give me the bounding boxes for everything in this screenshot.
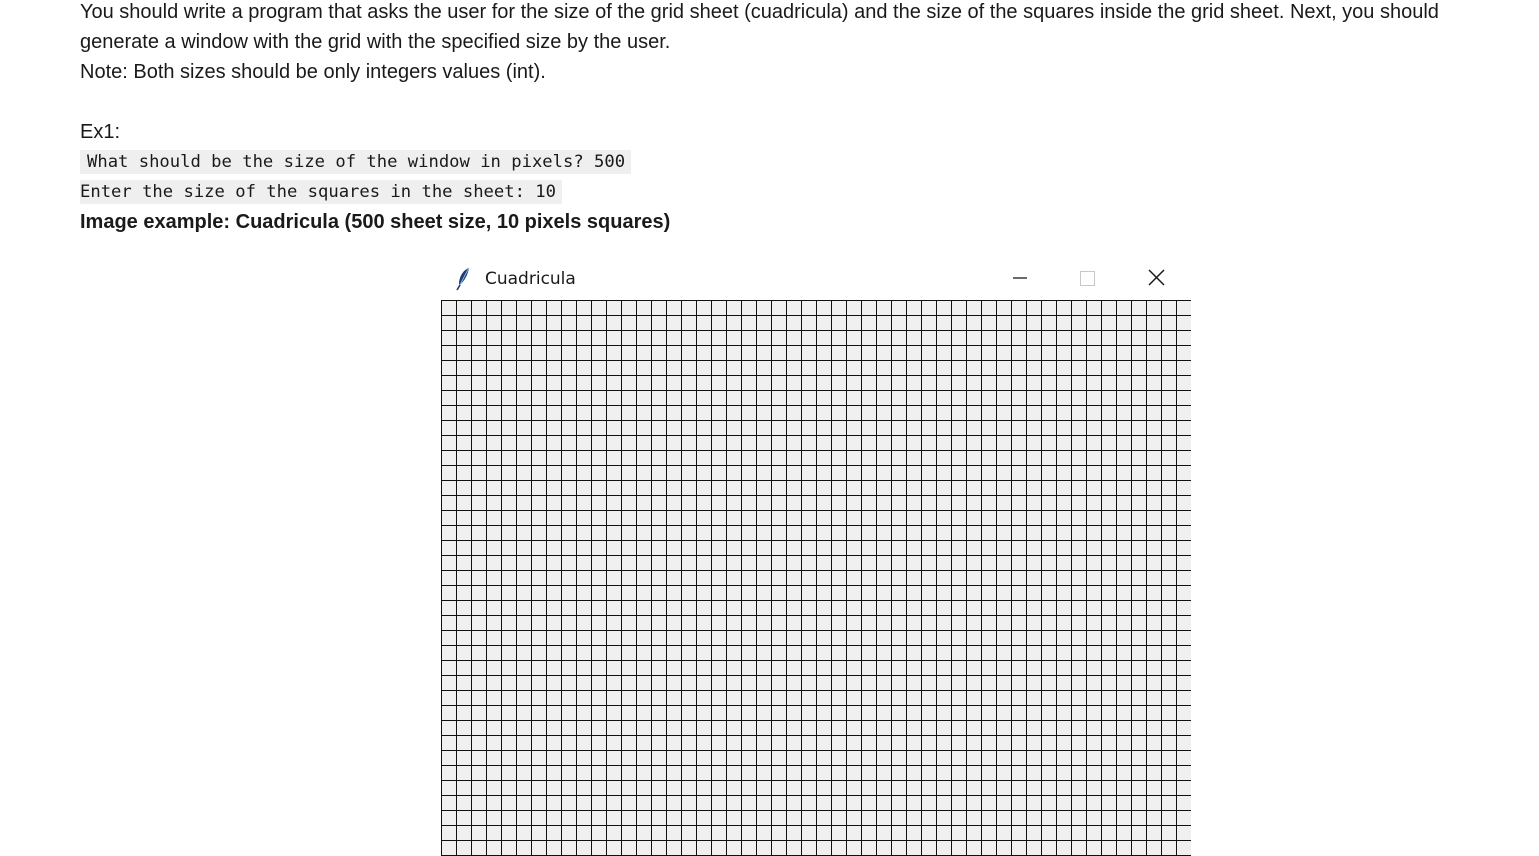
minimize-icon xyxy=(997,258,1043,298)
window-titlebar[interactable] xyxy=(441,258,1191,300)
minimize-button[interactable] xyxy=(997,258,1043,298)
grid-canvas xyxy=(441,300,1191,856)
tk-feather-icon xyxy=(455,267,473,291)
grid-lines xyxy=(441,300,1191,856)
code-prompt-square-size: Enter the size of the squares in the sheet: 10 xyxy=(80,180,562,204)
maximize-icon xyxy=(1065,258,1111,298)
maximize-button[interactable] xyxy=(1065,258,1111,298)
code-prompt-window-size: What should be the size of the window in pixels? 500 xyxy=(80,150,631,174)
close-icon xyxy=(1133,258,1179,298)
grid-path xyxy=(441,300,1191,856)
assignment-text xyxy=(80,0,1520,237)
instructions-paragraph: You should write a program that asks the user for the size of the grid sheet (cuadricula) and the size of the squares inside the grid sheet. Next, you should generate a window with the grid with the specified size by the user. xyxy=(80,1,1439,53)
example-label: Ex1: xyxy=(80,121,121,143)
window-title: Cuadricula xyxy=(485,269,576,289)
cuadricula-window xyxy=(441,258,1191,856)
image-caption: Image example: Cuadricula (500 sheet size, 10 pixels squares) xyxy=(80,211,671,233)
note-paragraph: Note: Both sizes should be only integers values (int). xyxy=(80,61,546,83)
spacer xyxy=(80,87,1520,117)
close-button[interactable] xyxy=(1133,258,1179,298)
